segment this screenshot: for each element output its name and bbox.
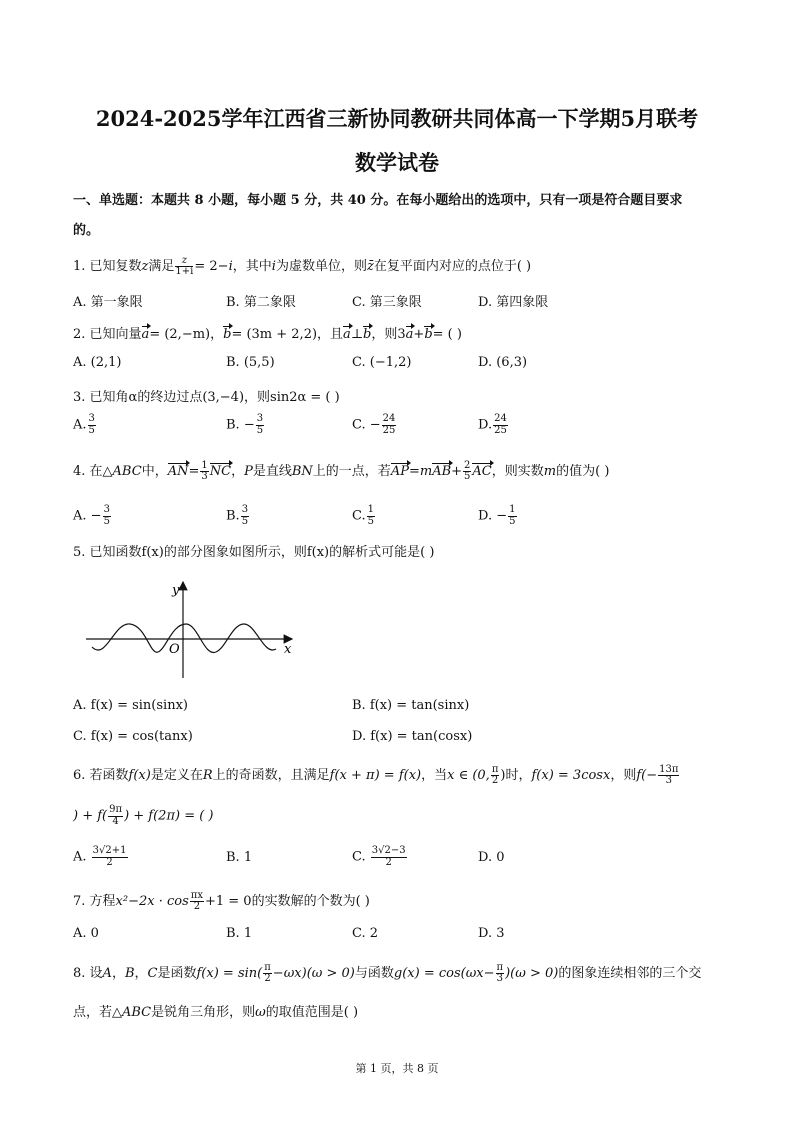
q2-option-b: B. (5,5) xyxy=(226,355,275,370)
q4-vec-ap: AP xyxy=(390,464,409,479)
q7-option-c: C. 2 xyxy=(352,926,379,941)
opt-label: B. xyxy=(226,508,240,524)
frac-num: 3 xyxy=(256,413,264,424)
q4-var: ABC xyxy=(112,464,142,479)
opt-label: C. xyxy=(352,508,366,524)
frac-den: 5 xyxy=(464,471,471,482)
function-curve xyxy=(92,624,276,653)
q1-text: 为虚数单位，则 xyxy=(275,259,367,274)
frac-den: 5 xyxy=(509,515,516,527)
q3b-frac xyxy=(256,414,264,436)
q3d-frac xyxy=(493,414,508,436)
q7-option-b: B. 1 xyxy=(226,926,253,941)
q1-var-zbar: z̄ xyxy=(366,259,374,274)
q4-option-a xyxy=(73,505,112,527)
frac-num: 24 xyxy=(494,413,507,424)
q2-vec-a: a xyxy=(343,327,351,342)
q1-option-c: C. 第三象限 xyxy=(352,295,422,310)
frac-den: 2 xyxy=(385,856,392,868)
frac-num: 1 xyxy=(367,504,374,515)
q8-var: B xyxy=(124,966,135,981)
frac-den: 5 xyxy=(241,515,249,527)
q7-math: x²−2x · cos xyxy=(115,894,189,909)
opt-sign: − xyxy=(90,508,102,524)
q8-text: 是函数 xyxy=(157,966,197,981)
q4-var: P xyxy=(244,464,253,479)
q6-text: ，则 xyxy=(610,768,637,783)
frac-den: 3 xyxy=(201,471,208,482)
opt-label: A. xyxy=(73,849,87,865)
q7-text: 7. 方程 xyxy=(73,894,116,909)
q2-text: = (2,−m)， xyxy=(149,327,224,342)
frac-den: 5 xyxy=(367,515,374,527)
q7-text: 的实数解的个数为( ) xyxy=(251,894,370,909)
q2-perp: ⊥ xyxy=(350,327,364,342)
q4-frac-2-5 xyxy=(463,461,471,483)
q7-option-a: A. 0 xyxy=(73,926,99,941)
q6-math: ) + f(2π) = ( ) xyxy=(124,808,214,824)
q6-text: ，当 xyxy=(421,768,448,783)
q8-math: )(ω > 0) xyxy=(505,966,559,981)
q4-vec-an: AN xyxy=(167,464,189,479)
q8-var: C xyxy=(147,966,158,981)
q1-text: ，其中 xyxy=(232,259,272,274)
q2-text: = (3m + 2,2)，且 xyxy=(231,327,344,342)
q1-frac-den: 1+i xyxy=(175,266,194,277)
frac-num: 3√2+1 xyxy=(92,845,127,856)
q7-frac xyxy=(190,891,204,913)
question-1-stem xyxy=(73,255,531,278)
q2-vec-a: a xyxy=(405,327,414,342)
q4-option-c xyxy=(352,505,376,527)
q1-text: 在复平面内对应的点位于( ) xyxy=(373,259,532,274)
q6-frac-pi-2 xyxy=(491,765,500,787)
q4-plus: + xyxy=(451,464,463,479)
q8-text: 是锐角三角形，则 xyxy=(151,1005,256,1020)
opt-label: C. xyxy=(352,417,366,433)
exam-subtitle: 数学试卷 xyxy=(355,150,439,175)
frac-num: 1 xyxy=(201,459,208,471)
q8-text: 与函数 xyxy=(354,966,394,981)
q6-option-b: B. 1 xyxy=(226,850,253,865)
q3c-frac xyxy=(382,414,397,436)
q8-math: g(x) = cos(ωx− xyxy=(393,966,495,981)
q8-text: ， xyxy=(111,966,125,981)
q8-math: f(x) = sin( xyxy=(196,966,263,981)
q4-var-m: m xyxy=(419,464,433,479)
q6-option-d: D. 0 xyxy=(478,850,505,865)
function-graph xyxy=(80,572,300,682)
question-4-stem xyxy=(73,460,609,483)
opt-label: C. xyxy=(352,849,366,865)
q4d-frac xyxy=(508,505,516,527)
q6-math: x ∈ (0, xyxy=(447,768,490,783)
q4c-frac xyxy=(367,505,375,527)
q2-text: 2. 已知向量 xyxy=(73,327,142,342)
q6-text: )时， xyxy=(500,768,532,783)
frac-den: 5 xyxy=(88,424,95,436)
frac-den: 3 xyxy=(496,973,503,984)
frac-num: πx xyxy=(190,889,203,901)
q2-vec-a: a xyxy=(141,327,150,342)
frac-den: 3 xyxy=(665,775,672,786)
opt-label: B. xyxy=(226,417,240,433)
q8-text: 的图象连续相邻的三个交 xyxy=(558,966,702,981)
q8-frac-pi-3 xyxy=(496,963,505,985)
q1-frac-num: z xyxy=(175,256,193,268)
q4-text: 4. 在△ xyxy=(73,464,113,479)
frac-den: 2 xyxy=(264,973,271,984)
question-6-stem-line2 xyxy=(73,805,214,827)
q8-var: ω xyxy=(255,1005,266,1020)
q6c-frac xyxy=(371,846,407,868)
q2-plus: + xyxy=(413,327,425,342)
question-8-stem-line1 xyxy=(73,962,701,985)
q8-var: ABC xyxy=(122,1005,152,1020)
q1-text: 满足 xyxy=(148,259,175,274)
q8-text: 点，若△ xyxy=(73,1005,122,1020)
q6-math: f(x) = 3cosx xyxy=(531,768,611,783)
y-axis-label: y xyxy=(172,583,180,598)
opt-sign: − xyxy=(496,508,508,524)
q1-option-d: D. 第四象限 xyxy=(478,295,549,310)
x-axis-label: x xyxy=(284,642,292,657)
q7-option-d: D. 3 xyxy=(478,926,505,941)
q8-text: 8. 设 xyxy=(73,966,103,981)
q1-var-z: z xyxy=(141,259,149,274)
section-heading-line1: 一、单选题：本题共 8 小题，每小题 5 分，共 40 分。在每小题给出的选项中，只有一项是符合题目要求 xyxy=(73,193,683,208)
q6-math: R xyxy=(202,768,213,783)
q6-math: f(x + π) = f(x) xyxy=(329,768,422,783)
q8-frac-pi-2 xyxy=(263,963,272,985)
q2-option-a: A. (2,1) xyxy=(73,355,122,370)
frac-num: 3 xyxy=(103,504,110,515)
q6-math: f(x) xyxy=(128,768,151,783)
frac-num: π xyxy=(496,961,504,973)
q4-text: ，则实数 xyxy=(491,464,544,479)
q3-option-a xyxy=(73,414,97,436)
q5-option-a: A. f(x) = sin(sinx) xyxy=(73,698,188,713)
q5-option-c: C. f(x) = cos(tanx) xyxy=(73,729,193,744)
frac-den: 2 xyxy=(491,775,499,786)
q4-eq: = xyxy=(188,464,200,479)
question-5-stem: 5. 已知函数f(x)的部分图象如图所示，则f(x)的解析式可能是( ) xyxy=(73,545,435,560)
q4-var: BN xyxy=(291,464,313,479)
q1-option-a: A. 第一象限 xyxy=(73,295,143,310)
frac-num: 13π xyxy=(659,763,679,775)
frac-num: π xyxy=(264,961,271,973)
q1-fraction xyxy=(175,256,193,278)
q6a-frac xyxy=(92,846,128,868)
q4-text: 中， xyxy=(141,464,168,479)
q2-text: = ( ) xyxy=(432,327,462,342)
q6-text: 上的奇函数，且满足 xyxy=(212,768,330,783)
q7-math: +1 = 0 xyxy=(204,894,252,909)
opt-sign: − xyxy=(369,417,381,433)
q4-vec-ab: AB xyxy=(432,464,452,479)
q3-option-d xyxy=(478,414,509,436)
opt-sign: − xyxy=(243,417,255,433)
origin-label: O xyxy=(169,642,180,657)
q2-vec-b: b xyxy=(424,327,433,342)
q1-text: 1. 已知复数 xyxy=(73,259,142,274)
opt-label: D. xyxy=(478,417,493,433)
frac-num: 2 xyxy=(464,459,471,471)
q3a-frac xyxy=(88,414,96,436)
opt-label: A. xyxy=(73,508,87,524)
q6-math: ) + f( xyxy=(73,808,108,824)
section-heading-line2: 的。 xyxy=(73,223,100,238)
q4b-frac xyxy=(241,505,249,527)
frac-den: 5 xyxy=(256,424,264,436)
frac-num: 9π xyxy=(109,804,123,815)
q1-text: = 2− xyxy=(194,259,229,274)
frac-den: 2 xyxy=(106,856,113,868)
frac-den: 25 xyxy=(382,424,396,436)
q6-frac-9pi-4 xyxy=(108,805,123,827)
q4-var-m: m xyxy=(543,464,557,479)
q4-option-b xyxy=(226,505,250,527)
q4-text: ， xyxy=(231,464,245,479)
frac-num: 1 xyxy=(509,504,516,515)
frac-num: π xyxy=(491,763,499,775)
question-8-stem-line2 xyxy=(73,1001,358,1020)
q4-vec-nc: NC xyxy=(209,464,232,479)
question-3-stem: 3. 已知角α的终边过点(3,−4)，则sin2α = ( ) xyxy=(73,390,340,405)
q2-option-d: D. (6,3) xyxy=(478,355,528,370)
question-2-stem xyxy=(73,323,462,342)
question-6-stem-line1 xyxy=(73,764,680,787)
q6-text: 是定义在 xyxy=(150,768,203,783)
q4-text: 上的一点，若 xyxy=(312,464,391,479)
frac-den: 25 xyxy=(494,424,507,436)
frac-num: 3√2−3 xyxy=(371,845,406,856)
frac-num: 24 xyxy=(382,413,396,424)
q3-option-b xyxy=(226,414,265,436)
frac-num: 3 xyxy=(88,413,95,424)
question-7-stem xyxy=(73,890,370,913)
q4a-frac xyxy=(103,505,111,527)
frac-den: 2 xyxy=(193,901,201,912)
q4-eq: = xyxy=(408,464,420,479)
q4-option-d xyxy=(478,505,518,527)
q4-vec-ac: AC xyxy=(472,464,492,479)
q8-text: 的取值范围是( ) xyxy=(265,1005,359,1020)
q5-option-b: B. f(x) = tan(sinx) xyxy=(352,698,470,713)
q8-text: ， xyxy=(134,966,148,981)
q3-option-c xyxy=(352,414,397,436)
frac-den: 5 xyxy=(103,515,110,527)
frac-num: 3 xyxy=(241,504,249,515)
q2-option-c: C. (−1,2) xyxy=(352,355,412,370)
q1-option-b: B. 第二象限 xyxy=(226,295,296,310)
q2-vec-b: b xyxy=(223,327,232,342)
opt-label: D. xyxy=(478,508,493,524)
q6-text: 6. 若函数 xyxy=(73,768,129,783)
page-footer: 第 1 页，共 8 页 xyxy=(355,1062,439,1075)
q1-var-i: i xyxy=(228,259,233,274)
q1-var-i: i xyxy=(271,259,276,274)
q2-text: ，则3 xyxy=(371,327,406,342)
q8-math: −ωx)(ω > 0) xyxy=(272,966,355,981)
exam-title: 2024-2025学年江西省三新协同教研共同体高一下学期5月联考 xyxy=(95,106,699,131)
frac-den: 4 xyxy=(112,815,119,827)
q5-option-d: D. f(x) = tan(cosx) xyxy=(352,729,473,744)
q4-frac-1-3 xyxy=(200,461,208,483)
opt-label: A. xyxy=(73,417,87,433)
q4-text: 的值为( ) xyxy=(556,464,610,479)
q6-frac-13pi-3 xyxy=(658,765,679,787)
q8-var: A xyxy=(102,966,112,981)
q6-math: f(− xyxy=(636,768,658,783)
q2-vec-b: b xyxy=(363,327,372,342)
q6-option-a xyxy=(73,846,129,868)
q4-text: 是直线 xyxy=(252,464,292,479)
q6-option-c xyxy=(352,846,408,868)
